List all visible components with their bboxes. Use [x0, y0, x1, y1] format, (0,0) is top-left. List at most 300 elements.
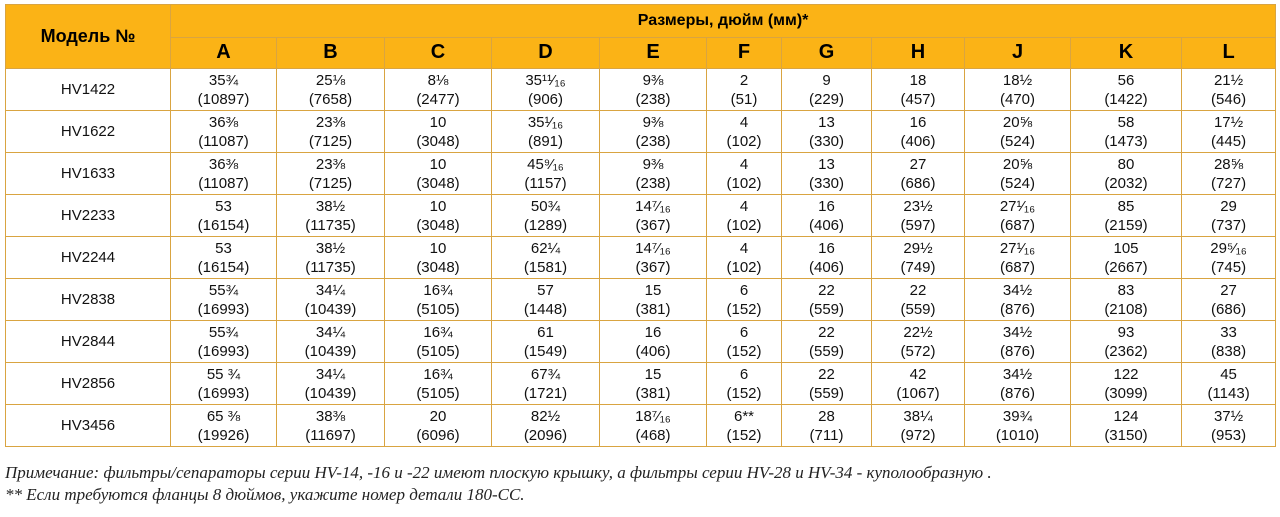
- model-cell: HV3456: [6, 405, 171, 447]
- mm-value: (152): [726, 342, 762, 360]
- column-header-c: C: [385, 37, 492, 69]
- inch-value: 62¼: [530, 239, 561, 257]
- dimension-cell: [600, 279, 707, 321]
- dimension-cell: [600, 321, 707, 363]
- inch-value: 39¾: [1002, 407, 1033, 425]
- mm-value: (7125): [308, 132, 353, 150]
- inch-value: 22½: [903, 323, 933, 341]
- dimension-cell: [707, 279, 782, 321]
- inch-value: 28⅝: [1213, 155, 1244, 173]
- mm-value: (406): [808, 216, 845, 234]
- mm-value: (3099): [1104, 384, 1148, 402]
- column-header-d: D: [492, 37, 600, 69]
- inch-value: 57: [537, 281, 554, 299]
- dimension-cell: [965, 405, 1071, 447]
- mm-value: (102): [726, 174, 762, 192]
- dimension-cell: [872, 321, 965, 363]
- dimension-cell: [277, 279, 385, 321]
- column-header-f: F: [707, 37, 782, 69]
- mm-value: (468): [635, 426, 671, 444]
- inch-value: 53: [215, 239, 232, 257]
- inch-value: 85: [1117, 197, 1135, 215]
- inch-value: 45: [1220, 365, 1237, 383]
- inch-value: 6: [739, 365, 749, 383]
- inch-value: 38⅜: [315, 407, 346, 425]
- inch-value: 25⅛: [315, 71, 346, 89]
- inch-value: 20: [429, 407, 447, 425]
- dimension-cell: [492, 363, 600, 405]
- dimension-cell: [492, 321, 600, 363]
- mm-value: (1721): [523, 384, 568, 402]
- inch-value: 65 ⅜: [206, 407, 241, 425]
- inch-value: 21½: [1213, 71, 1244, 89]
- dimension-cell: [965, 111, 1071, 153]
- dimension-cell: [965, 69, 1071, 111]
- dimension-cell: [707, 111, 782, 153]
- dimension-cell: [492, 405, 600, 447]
- dimension-cell: [171, 111, 277, 153]
- table-row: [6, 69, 1276, 111]
- column-header-row: [6, 37, 1276, 69]
- dimension-cell: [965, 195, 1071, 237]
- dimension-cell: [171, 279, 277, 321]
- mm-value: (102): [726, 132, 762, 150]
- mm-value: (406): [900, 132, 936, 150]
- mm-value: (1581): [523, 258, 568, 276]
- mm-value: (19926): [197, 426, 250, 444]
- table-row: [6, 405, 1276, 447]
- inch-value: 9⅜: [642, 155, 664, 173]
- mm-value: (11735): [305, 258, 356, 276]
- mm-value: (16993): [197, 342, 250, 360]
- mm-value: (3048): [416, 216, 460, 234]
- table-row: [6, 363, 1276, 405]
- inch-value: 16: [909, 113, 927, 131]
- mm-value: (687): [999, 258, 1036, 276]
- dimensions-header: Размеры, дюйм (мм)*: [171, 5, 1276, 38]
- inch-value: 55 ¾: [206, 365, 241, 383]
- mm-value: (687): [999, 216, 1036, 234]
- mm-value: (381): [635, 300, 671, 318]
- inch-value: 9⅜: [642, 71, 664, 89]
- inch-value: 22: [818, 323, 835, 341]
- dimension-cell: [707, 153, 782, 195]
- mm-value: (152): [726, 300, 762, 318]
- dimension-cell: [872, 195, 965, 237]
- dimension-cell: [1182, 237, 1276, 279]
- mm-value: (457): [900, 90, 936, 108]
- mm-value: (559): [900, 300, 936, 318]
- dimension-cell: [277, 111, 385, 153]
- inch-value: 55¾: [208, 323, 239, 341]
- dimension-cell: [782, 69, 872, 111]
- dimension-cell: [277, 69, 385, 111]
- inch-value: 4: [739, 155, 749, 173]
- mm-value: (5105): [416, 342, 460, 360]
- inch-value: 53: [215, 197, 232, 215]
- inch-value: 9: [822, 71, 831, 89]
- mm-value: (2362): [1104, 342, 1148, 360]
- mm-value: (330): [808, 132, 845, 150]
- inch-value: 34½: [1002, 281, 1033, 299]
- dimension-cell: [707, 405, 782, 447]
- inch-value: 34½: [1002, 365, 1033, 383]
- column-header-h: H: [872, 37, 965, 69]
- dimension-cell: [600, 363, 707, 405]
- inch-value: 34¼: [315, 281, 346, 299]
- inch-value: 50¾: [530, 197, 561, 215]
- mm-value: (7658): [308, 90, 353, 108]
- mm-value: (6096): [416, 426, 460, 444]
- mm-value: (10439): [304, 300, 357, 318]
- table-row: [6, 195, 1276, 237]
- table-row: [6, 111, 1276, 153]
- mm-value: (1473): [1104, 132, 1148, 150]
- model-cell: HV2244: [6, 237, 171, 279]
- dimension-cell: [385, 153, 492, 195]
- table-body: [6, 69, 1276, 447]
- mm-value: (406): [635, 342, 671, 360]
- inch-value: 93: [1117, 323, 1135, 341]
- inch-value: 34¼: [315, 365, 346, 383]
- mm-value: (876): [999, 342, 1036, 360]
- inch-value: 16¾: [423, 323, 453, 341]
- column-header-a: A: [171, 37, 277, 69]
- dimension-cell: [277, 321, 385, 363]
- inch-value: 29⁵⁄₁₆: [1210, 239, 1247, 257]
- inch-value: 83: [1117, 281, 1135, 299]
- mm-value: (838): [1211, 342, 1247, 360]
- inch-value: 55¾: [208, 281, 239, 299]
- mm-value: (972): [900, 426, 936, 444]
- dimension-cell: [171, 363, 277, 405]
- inch-value: 23⅜: [315, 155, 346, 173]
- mm-value: (445): [1211, 132, 1247, 150]
- mm-value: (2032): [1104, 174, 1148, 192]
- dimension-cell: [1182, 69, 1276, 111]
- inch-value: 6: [739, 323, 749, 341]
- inch-value: 15: [644, 365, 662, 383]
- dimension-cell: [1071, 195, 1182, 237]
- dimension-cell: [277, 405, 385, 447]
- inch-value: 124: [1113, 407, 1139, 425]
- column-header-g: G: [782, 37, 872, 69]
- inch-value: 10: [429, 197, 447, 215]
- inch-value: 35¹⁄₁₆: [527, 113, 564, 131]
- dimension-cell: [782, 405, 872, 447]
- dimension-cell: [171, 153, 277, 195]
- dimension-cell: [782, 279, 872, 321]
- inch-value: 38¼: [903, 407, 933, 425]
- inch-value: 14⁷⁄₁₆: [635, 197, 671, 215]
- dimension-cell: [707, 321, 782, 363]
- dimension-cell: [965, 279, 1071, 321]
- inch-value: 18½: [1002, 71, 1033, 89]
- inch-value: 58: [1117, 113, 1135, 131]
- mm-value: (906): [527, 90, 564, 108]
- mm-value: (51): [730, 90, 758, 108]
- mm-value: (1157): [524, 174, 567, 192]
- table-row: [6, 237, 1276, 279]
- mm-value: (737): [1211, 216, 1247, 234]
- inch-value: 4: [739, 239, 749, 257]
- inch-value: 2: [739, 71, 749, 89]
- dimension-cell: [277, 153, 385, 195]
- inch-value: 14⁷⁄₁₆: [635, 239, 671, 257]
- inch-value: 4: [739, 113, 749, 131]
- mm-value: (11735): [305, 216, 356, 234]
- dimension-cell: [385, 363, 492, 405]
- mm-value: (3048): [416, 258, 460, 276]
- dimension-cell: [1071, 237, 1182, 279]
- mm-value: (2108): [1104, 300, 1148, 318]
- dimension-cell: [1182, 153, 1276, 195]
- mm-value: (953): [1211, 426, 1247, 444]
- mm-value: (876): [999, 384, 1036, 402]
- inch-value: 36⅜: [208, 113, 239, 131]
- inch-value: 17½: [1213, 113, 1244, 131]
- dimension-cell: [965, 363, 1071, 405]
- model-cell: HV2838: [6, 279, 171, 321]
- dimension-cell: [600, 69, 707, 111]
- mm-value: (559): [808, 300, 845, 318]
- dimension-cell: [385, 405, 492, 447]
- inch-value: 56: [1117, 71, 1135, 89]
- dimension-cell: [872, 153, 965, 195]
- inch-value: 6**: [733, 407, 755, 425]
- mm-value: (524): [999, 174, 1036, 192]
- inch-value: 37½: [1213, 407, 1244, 425]
- inch-value: 82½: [530, 407, 561, 425]
- mm-value: (745): [1211, 258, 1247, 276]
- dimension-cell: [707, 363, 782, 405]
- dimension-cell: [492, 111, 600, 153]
- model-column-header: Модель №: [6, 5, 171, 69]
- dimensions-table: [5, 4, 1276, 447]
- dimension-cell: [782, 321, 872, 363]
- column-header-e: E: [600, 37, 707, 69]
- model-cell: HV2233: [6, 195, 171, 237]
- footnote-flat-lid: Примечание: фильтры/сепараторы серии HV-14, -16 и -22 имеют плоскую крышку, а фильтры серии HV-28 и HV-34 - куполообразную .: [5, 463, 992, 482]
- inch-value: 10: [429, 239, 447, 257]
- mm-value: (559): [808, 384, 845, 402]
- dimension-cell: [782, 111, 872, 153]
- mm-value: (546): [1211, 90, 1247, 108]
- dimension-cell: [965, 321, 1071, 363]
- mm-value: (330): [808, 174, 845, 192]
- dimension-cell: [1182, 321, 1276, 363]
- mm-value: (572): [900, 342, 936, 360]
- dimension-cell: [492, 153, 600, 195]
- dimension-cell: [600, 237, 707, 279]
- dimension-cell: [1071, 405, 1182, 447]
- dimension-cell: [171, 237, 277, 279]
- dimension-cell: [872, 405, 965, 447]
- mm-value: (10439): [304, 342, 357, 360]
- dimension-cell: [385, 69, 492, 111]
- dimension-cell: [782, 237, 872, 279]
- mm-value: (470): [999, 90, 1036, 108]
- mm-value: (3048): [416, 132, 460, 150]
- inch-value: 23½: [903, 197, 933, 215]
- mm-value: (11087): [198, 132, 249, 150]
- mm-value: (3150): [1104, 426, 1148, 444]
- dimension-cell: [1182, 195, 1276, 237]
- mm-value: (16993): [197, 384, 250, 402]
- inch-value: 29: [1220, 197, 1237, 215]
- dimension-cell: [492, 69, 600, 111]
- inch-value: 122: [1113, 365, 1139, 383]
- inch-value: 16: [818, 239, 835, 257]
- mm-value: (1067): [896, 384, 940, 402]
- inch-value: 27¹⁄₁₆: [999, 197, 1036, 215]
- dimension-cell: [277, 195, 385, 237]
- mm-value: (597): [900, 216, 936, 234]
- mm-value: (381): [635, 384, 671, 402]
- inch-value: 9⅜: [642, 113, 664, 131]
- dimension-cell: [1182, 279, 1276, 321]
- inch-value: 22: [909, 281, 927, 299]
- dimension-cell: [1071, 363, 1182, 405]
- dimension-cell: [171, 321, 277, 363]
- dimension-cell: [707, 69, 782, 111]
- footnotes: [5, 462, 1275, 506]
- dimension-cell: [385, 279, 492, 321]
- mm-value: (406): [808, 258, 845, 276]
- dimension-cell: [782, 195, 872, 237]
- dimension-cell: [965, 153, 1071, 195]
- column-header-k: K: [1071, 37, 1182, 69]
- mm-value: (711): [809, 426, 844, 444]
- mm-value: (727): [1211, 174, 1247, 192]
- inch-value: 6: [739, 281, 749, 299]
- mm-value: (10897): [197, 90, 250, 108]
- column-header-l: L: [1182, 37, 1276, 69]
- model-cell: HV2844: [6, 321, 171, 363]
- inch-value: 18: [909, 71, 927, 89]
- dimension-cell: [600, 405, 707, 447]
- dimension-cell: [707, 237, 782, 279]
- dimension-cell: [1182, 405, 1276, 447]
- inch-value: 16: [644, 323, 662, 341]
- mm-value: (238): [635, 132, 671, 150]
- mm-value: (367): [635, 216, 671, 234]
- inch-value: 13: [818, 155, 835, 173]
- dimension-cell: [277, 237, 385, 279]
- mm-value: (11087): [198, 174, 249, 192]
- inch-value: 22: [818, 365, 835, 383]
- mm-value: (749): [900, 258, 936, 276]
- mm-value: (524): [999, 132, 1036, 150]
- inch-value: 38½: [315, 239, 346, 257]
- inch-value: 15: [644, 281, 662, 299]
- dimension-cell: [385, 237, 492, 279]
- mm-value: (559): [808, 342, 845, 360]
- dimension-cell: [171, 195, 277, 237]
- mm-value: (16154): [197, 216, 250, 234]
- inch-value: 16¾: [423, 365, 453, 383]
- mm-value: (891): [527, 132, 564, 150]
- column-header-j: J: [965, 37, 1071, 69]
- mm-value: (1549): [523, 342, 568, 360]
- dimension-cell: [782, 153, 872, 195]
- mm-value: (876): [999, 300, 1036, 318]
- inch-value: 8⅛: [427, 71, 449, 89]
- inch-value: 36⅜: [208, 155, 239, 173]
- mm-value: (16154): [197, 258, 250, 276]
- inch-value: 105: [1113, 239, 1139, 257]
- inch-value: 45⁹⁄₁₆: [527, 155, 564, 173]
- dimension-cell: [872, 111, 965, 153]
- mm-value: (367): [635, 258, 671, 276]
- inch-value: 18⁷⁄₁₆: [635, 407, 671, 425]
- mm-value: (10439): [304, 384, 357, 402]
- dimension-cell: [385, 111, 492, 153]
- dimension-cell: [492, 279, 600, 321]
- mm-value: (2477): [416, 90, 460, 108]
- inch-value: 34¼: [315, 323, 346, 341]
- mm-value: (2096): [523, 426, 568, 444]
- inch-value: 35¹¹⁄₁₆: [525, 71, 566, 89]
- inch-value: 42: [909, 365, 927, 383]
- dimension-cell: [492, 195, 600, 237]
- inch-value: 35¾: [208, 71, 239, 89]
- dimension-cell: [492, 237, 600, 279]
- dimension-cell: [600, 195, 707, 237]
- mm-value: (7125): [308, 174, 353, 192]
- inch-value: 10: [429, 113, 447, 131]
- inch-value: 33: [1220, 323, 1237, 341]
- dimension-cell: [872, 237, 965, 279]
- dimension-cell: [872, 69, 965, 111]
- mm-value: (2159): [1104, 216, 1148, 234]
- dimension-cell: [171, 405, 277, 447]
- mm-value: (1422): [1104, 90, 1148, 108]
- mm-value: (102): [726, 258, 762, 276]
- dimension-cell: [1071, 279, 1182, 321]
- mm-value: (229): [808, 90, 845, 108]
- dimensions-table-container: [5, 4, 1275, 447]
- dimension-cell: [707, 195, 782, 237]
- dimension-cell: [385, 321, 492, 363]
- inch-value: 34½: [1002, 323, 1033, 341]
- inch-value: 27: [909, 155, 927, 173]
- dimension-cell: [965, 237, 1071, 279]
- dimension-cell: [600, 111, 707, 153]
- mm-value: (1289): [523, 216, 568, 234]
- model-cell: HV2856: [6, 363, 171, 405]
- dimension-cell: [277, 363, 385, 405]
- mm-value: (238): [635, 174, 671, 192]
- inch-value: 20⅝: [1002, 155, 1033, 173]
- table-row: [6, 321, 1276, 363]
- mm-value: (2667): [1104, 258, 1148, 276]
- model-cell: HV1633: [6, 153, 171, 195]
- inch-value: 38½: [315, 197, 346, 215]
- mm-value: (1010): [995, 426, 1040, 444]
- inch-value: 10: [429, 155, 447, 173]
- mm-value: (686): [1211, 300, 1247, 318]
- dimension-cell: [1071, 111, 1182, 153]
- dimension-cell: [782, 363, 872, 405]
- mm-value: (152): [726, 384, 762, 402]
- dimension-cell: [872, 363, 965, 405]
- inch-value: 16¾: [423, 281, 453, 299]
- inch-value: 16: [818, 197, 835, 215]
- inch-value: 28: [818, 407, 835, 425]
- mm-value: (5105): [416, 300, 460, 318]
- model-cell: HV1622: [6, 111, 171, 153]
